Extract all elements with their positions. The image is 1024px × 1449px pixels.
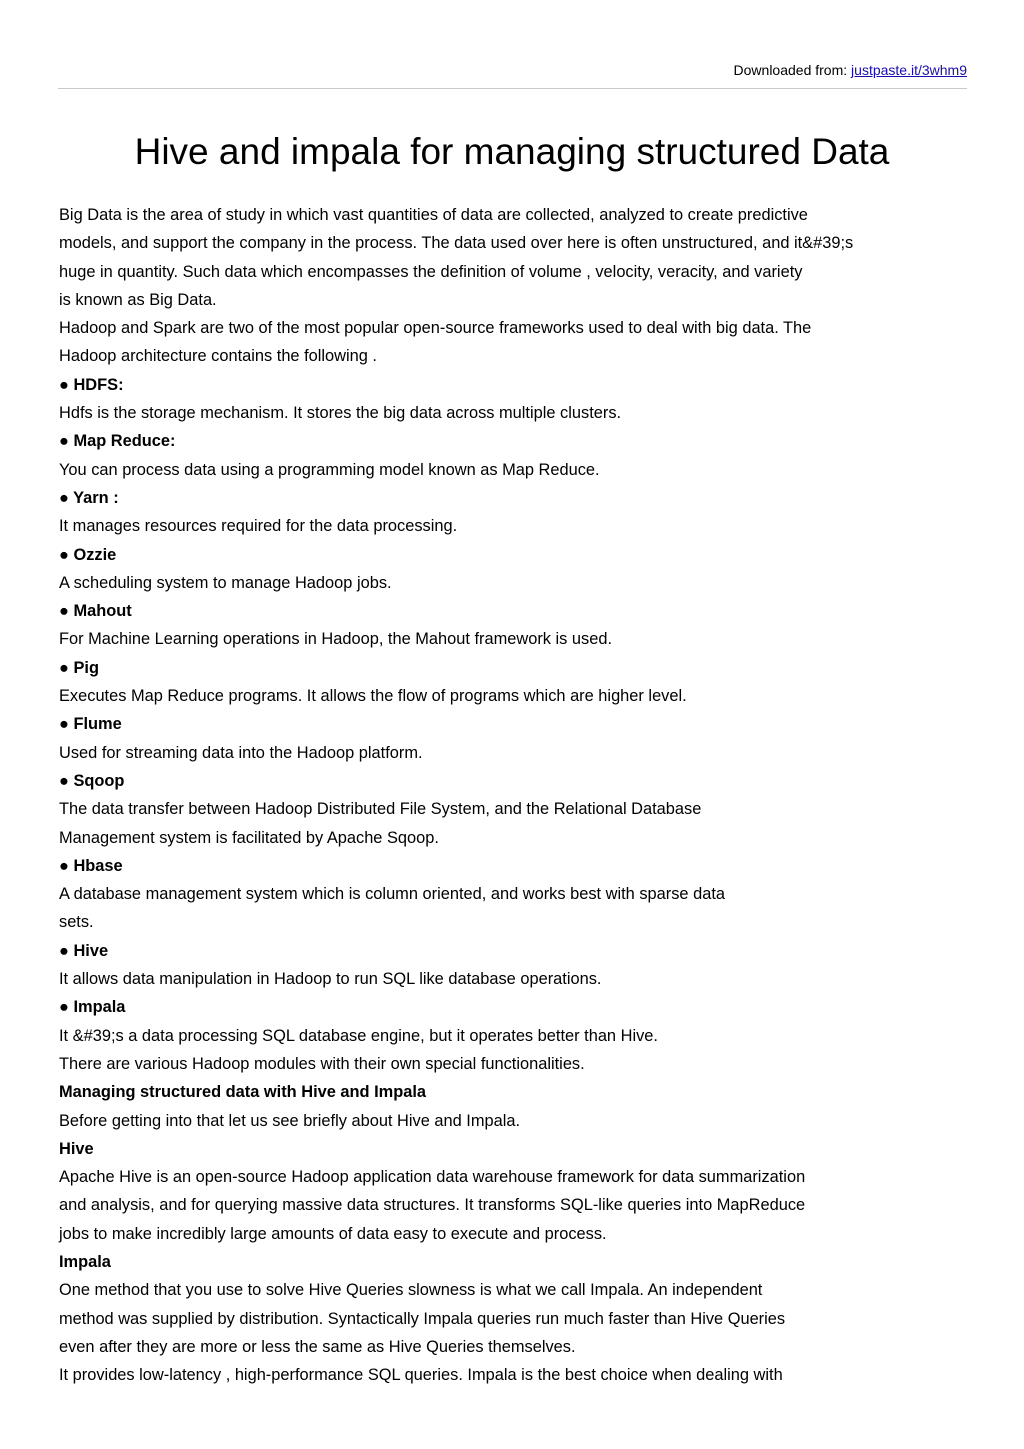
paragraph-line: Hadoop and Spark are two of the most popular open-source frameworks used to deal with big data. The bbox=[59, 319, 812, 338]
paragraph-line: is known as Big Data. bbox=[59, 290, 217, 309]
paragraph-line: A scheduling system to manage Hadoop jobs. bbox=[59, 573, 392, 592]
header-divider bbox=[58, 88, 967, 89]
section-heading: ● Map Reduce: bbox=[59, 432, 176, 451]
paragraph-line: The data transfer between Hadoop Distributed File System, and the Relational Database bbox=[59, 800, 702, 819]
paragraph-line: models, and support the company in the process. The data used over here is often unstructured, and it&#39;s bbox=[59, 234, 854, 253]
section-heading: ● Pig bbox=[59, 658, 99, 677]
section-heading: ● HDFS: bbox=[59, 375, 124, 394]
paragraph-line: Hdfs is the storage mechanism. It stores the big data across multiple clusters. bbox=[59, 404, 622, 423]
section-heading: ● Yarn : bbox=[59, 488, 119, 507]
paragraph-line: huge in quantity. Such data which encompasses the definition of volume , velocity, veracity, and variety bbox=[59, 262, 803, 281]
paragraph-line: For Machine Learning operations in Hadoop, the Mahout framework is used. bbox=[59, 630, 613, 649]
paragraph-line: jobs to make incredibly large amounts of data easy to execute and process. bbox=[59, 1224, 607, 1243]
section-heading: ● Hive bbox=[59, 941, 109, 960]
paragraph-line: sets. bbox=[59, 913, 94, 932]
paragraph-line: One method that you use to solve Hive Queries slowness is what we call Impala. An independent bbox=[59, 1281, 763, 1300]
section-heading: ● Hbase bbox=[59, 856, 123, 875]
paragraph-line: Hadoop architecture contains the following . bbox=[59, 347, 377, 366]
source-link[interactable]: justpaste.it/3whm9 bbox=[851, 62, 967, 78]
section-heading: Impala bbox=[59, 1252, 111, 1271]
paragraph-line: It provides low-latency , high-performance SQL queries. Impala is the best choice when dealing with bbox=[59, 1366, 783, 1385]
paragraph-line: even after they are more or less the same as Hive Queries themselves. bbox=[59, 1337, 576, 1356]
paragraph-line: A database management system which is column oriented, and works best with sparse data bbox=[59, 885, 725, 904]
paragraph-line: Used for streaming data into the Hadoop platform. bbox=[59, 743, 423, 762]
section-heading: ● Ozzie bbox=[59, 545, 117, 564]
paragraph-line: and analysis, and for querying massive data structures. It transforms SQL-like queries into MapReduce bbox=[59, 1196, 806, 1215]
paragraph-line: It &#39;s a data processing SQL database engine, but it operates better than Hive. bbox=[59, 1026, 658, 1045]
section-heading: ● Flume bbox=[59, 715, 122, 734]
paragraph-line: It allows data manipulation in Hadoop to run SQL like database operations. bbox=[59, 970, 602, 989]
article-body bbox=[59, 201, 969, 1389]
section-heading: Hive bbox=[59, 1139, 94, 1158]
paragraph-line: Executes Map Reduce programs. It allows the flow of programs which are higher level. bbox=[59, 687, 687, 706]
paragraph-line: Big Data is the area of study in which vast quantities of data are collected, analyzed to create predictive bbox=[59, 206, 808, 224]
page-title: Hive and impala for managing structured Data bbox=[134, 131, 890, 172]
paragraph-line: Before getting into that let us see briefly about Hive and Impala. bbox=[59, 1111, 521, 1130]
paragraph-line: Management system is facilitated by Apache Sqoop. bbox=[59, 828, 439, 847]
section-heading: ● Mahout bbox=[59, 602, 132, 621]
section-heading: Managing structured data with Hive and Impala bbox=[59, 1083, 427, 1102]
downloaded-from-label: Downloaded from: bbox=[733, 62, 852, 78]
section-heading: ● Sqoop bbox=[59, 771, 125, 790]
paragraph-line: You can process data using a programming model known as Map Reduce. bbox=[59, 460, 600, 479]
paragraph-line: There are various Hadoop modules with their own special functionalities. bbox=[59, 1054, 585, 1073]
paragraph-line: It manages resources required for the data processing. bbox=[59, 517, 458, 536]
section-heading: ● Impala bbox=[59, 998, 126, 1017]
paragraph-line: Apache Hive is an open-source Hadoop application data warehouse framework for data summarization bbox=[59, 1168, 806, 1187]
download-source-header bbox=[734, 62, 967, 78]
paragraph-line: method was supplied by distribution. Syntactically Impala queries run much faster than Hive Queries bbox=[59, 1309, 786, 1328]
